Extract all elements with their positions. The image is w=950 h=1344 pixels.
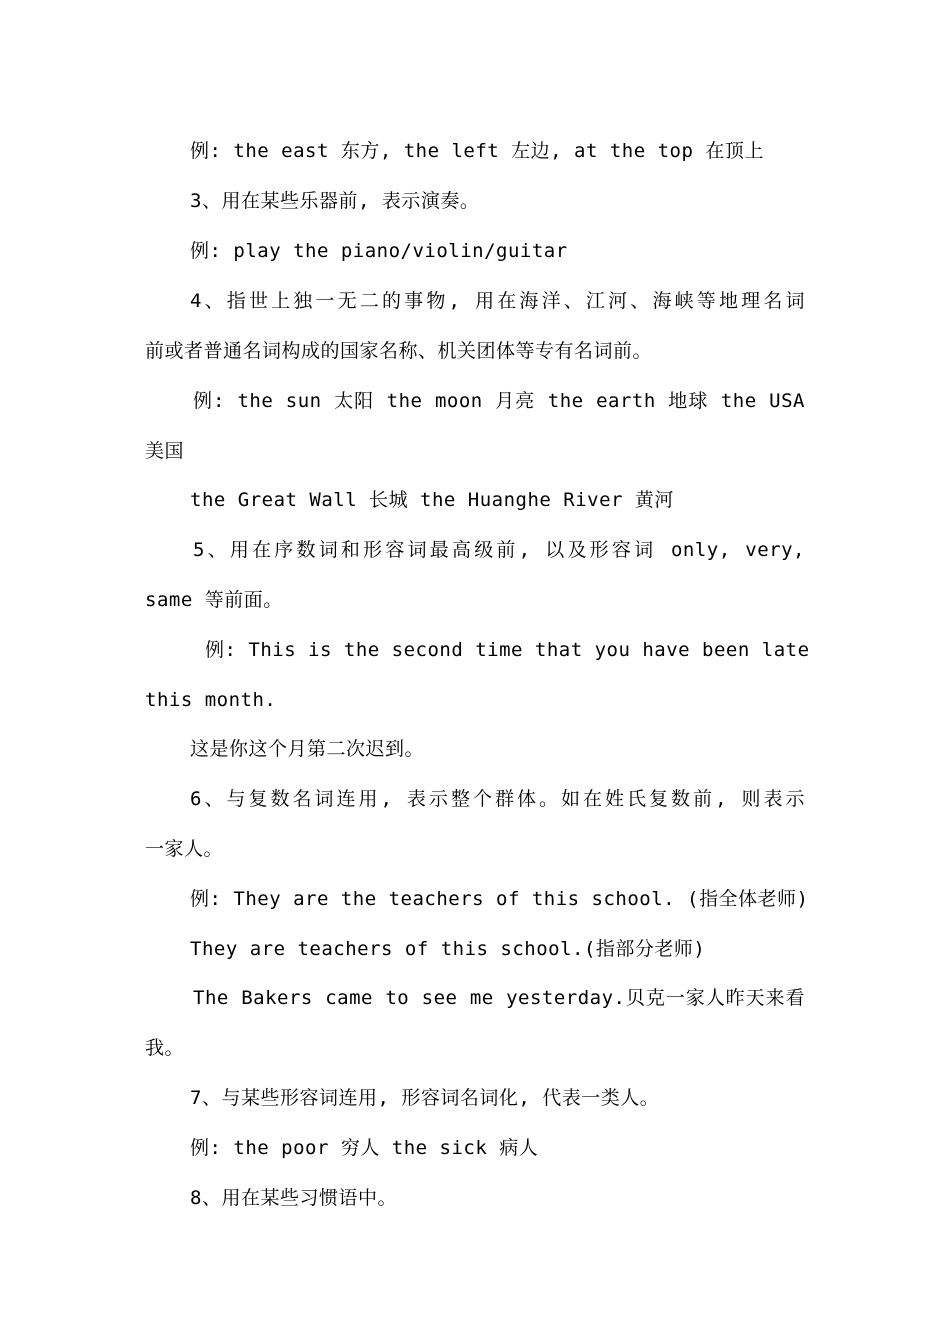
text-line: 例: the sun 太阳 the moon 月亮 the earth 地球 the USA <box>193 390 805 412</box>
text-line: The Bakers came to see me yesterday.贝克一家人昨天来看 <box>193 987 805 1009</box>
text-line: 例: the east 东方, the left 左边, at the top 在顶上 <box>190 140 764 162</box>
text-line: 美国 <box>145 440 185 462</box>
text-line: the Great Wall 长城 the Huanghe River 黄河 <box>190 489 674 511</box>
text-line: 3、用在某些乐器前, 表示演奏。 <box>190 190 480 212</box>
text-line: 8、用在某些习惯语中。 <box>190 1187 397 1209</box>
text-line: 例: This is the second time that you have been late <box>205 639 810 661</box>
text-line: this month. <box>145 689 277 711</box>
text-line: 我。 <box>145 1037 185 1059</box>
text-line: 7、与某些形容词连用, 形容词名词化, 代表一类人。 <box>190 1087 660 1109</box>
text-line: 例: They are the teachers of this school. (指全体老师) <box>190 888 809 910</box>
text-line: same 等前面。 <box>145 589 283 611</box>
text-line: 例: the poor 穷人 the sick 病人 <box>190 1137 539 1159</box>
text-line: 5、用在序数词和形容词最高级前, 以及形容词 only, very, <box>193 539 805 561</box>
text-line: 一家人。 <box>145 838 224 860</box>
text-line: 4、指世上独一无二的事物, 用在海洋、江河、海峡等地理名词 <box>190 290 805 312</box>
text-line: 这是你这个月第二次迟到。 <box>190 738 425 760</box>
text-line: 前或者普通名词构成的国家名称、机关团体等专有名词前。 <box>145 340 653 362</box>
text-line: 例: play the piano/violin/guitar <box>190 240 568 262</box>
text-line: 6、与复数名词连用, 表示整个群体。如在姓氏复数前, 则表示 <box>190 788 805 810</box>
text-line: They are teachers of this school.(指部分老师) <box>190 938 706 960</box>
